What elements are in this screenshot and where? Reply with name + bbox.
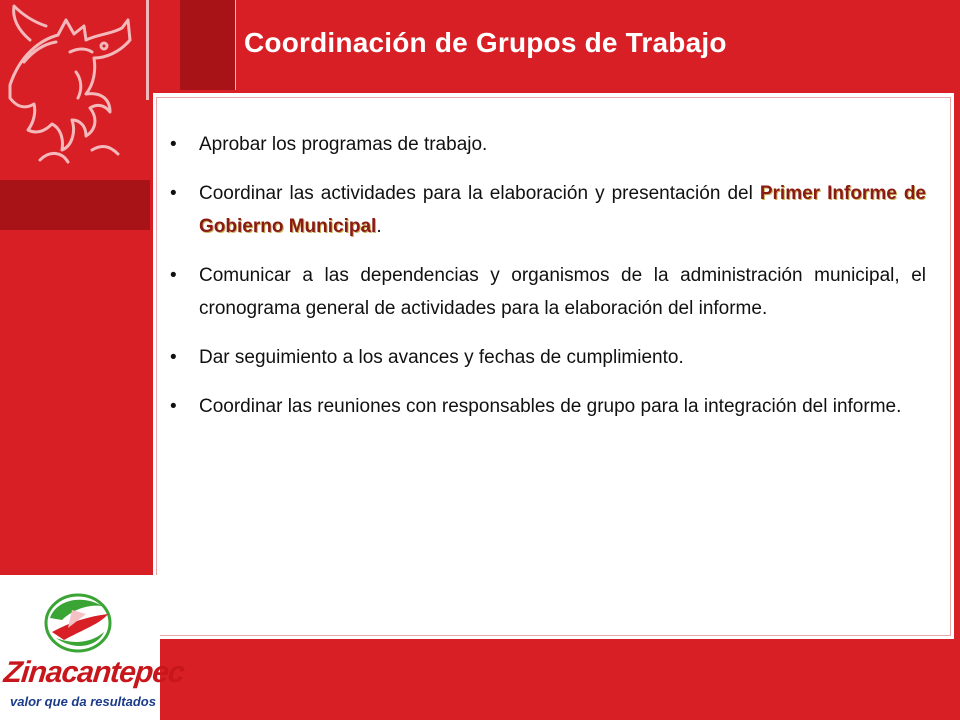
bullet-icon: • [170,347,177,368]
bullet-text: Coordinar las reuniones con responsables de grupo para la integración del informe. [199,396,902,417]
bullet-text: Coordinar las actividades para la elaboración y presentación del [199,183,760,204]
bullet-text-end: . [376,216,382,237]
left-dark-band [0,180,150,230]
brand-tagline: valor que da resultados [10,694,156,709]
list-item [170,341,926,374]
bullet-icon: • [170,183,177,204]
list-item [170,128,926,161]
list-item [170,390,926,423]
bullet-icon: • [170,396,177,417]
dragon-outline-icon [0,0,150,180]
title-accent-block [180,0,235,95]
bullet-icon: • [170,134,177,155]
zinacantepec-logo-icon [42,592,114,654]
bullet-text: Aprobar los programas de trabajo. [199,134,488,155]
slide-title: Coordinación de Grupos de Trabajo [244,27,727,58]
bullet-text: Dar seguimiento a los avances y fechas de cumplimiento. [199,347,684,368]
bullet-emphasis: Primer Informe de Gobierno Municipal [199,183,926,237]
bullet-icon: • [170,265,177,286]
brand-name: Zinacantepec [2,656,186,689]
bullet-text: Comunicar a las dependencias y organismos de la administración municipal, el cronograma general de actividades para la elaboración del informe. [199,265,926,319]
list-item [170,177,926,243]
bullet-list [170,128,926,439]
list-item [170,259,926,325]
